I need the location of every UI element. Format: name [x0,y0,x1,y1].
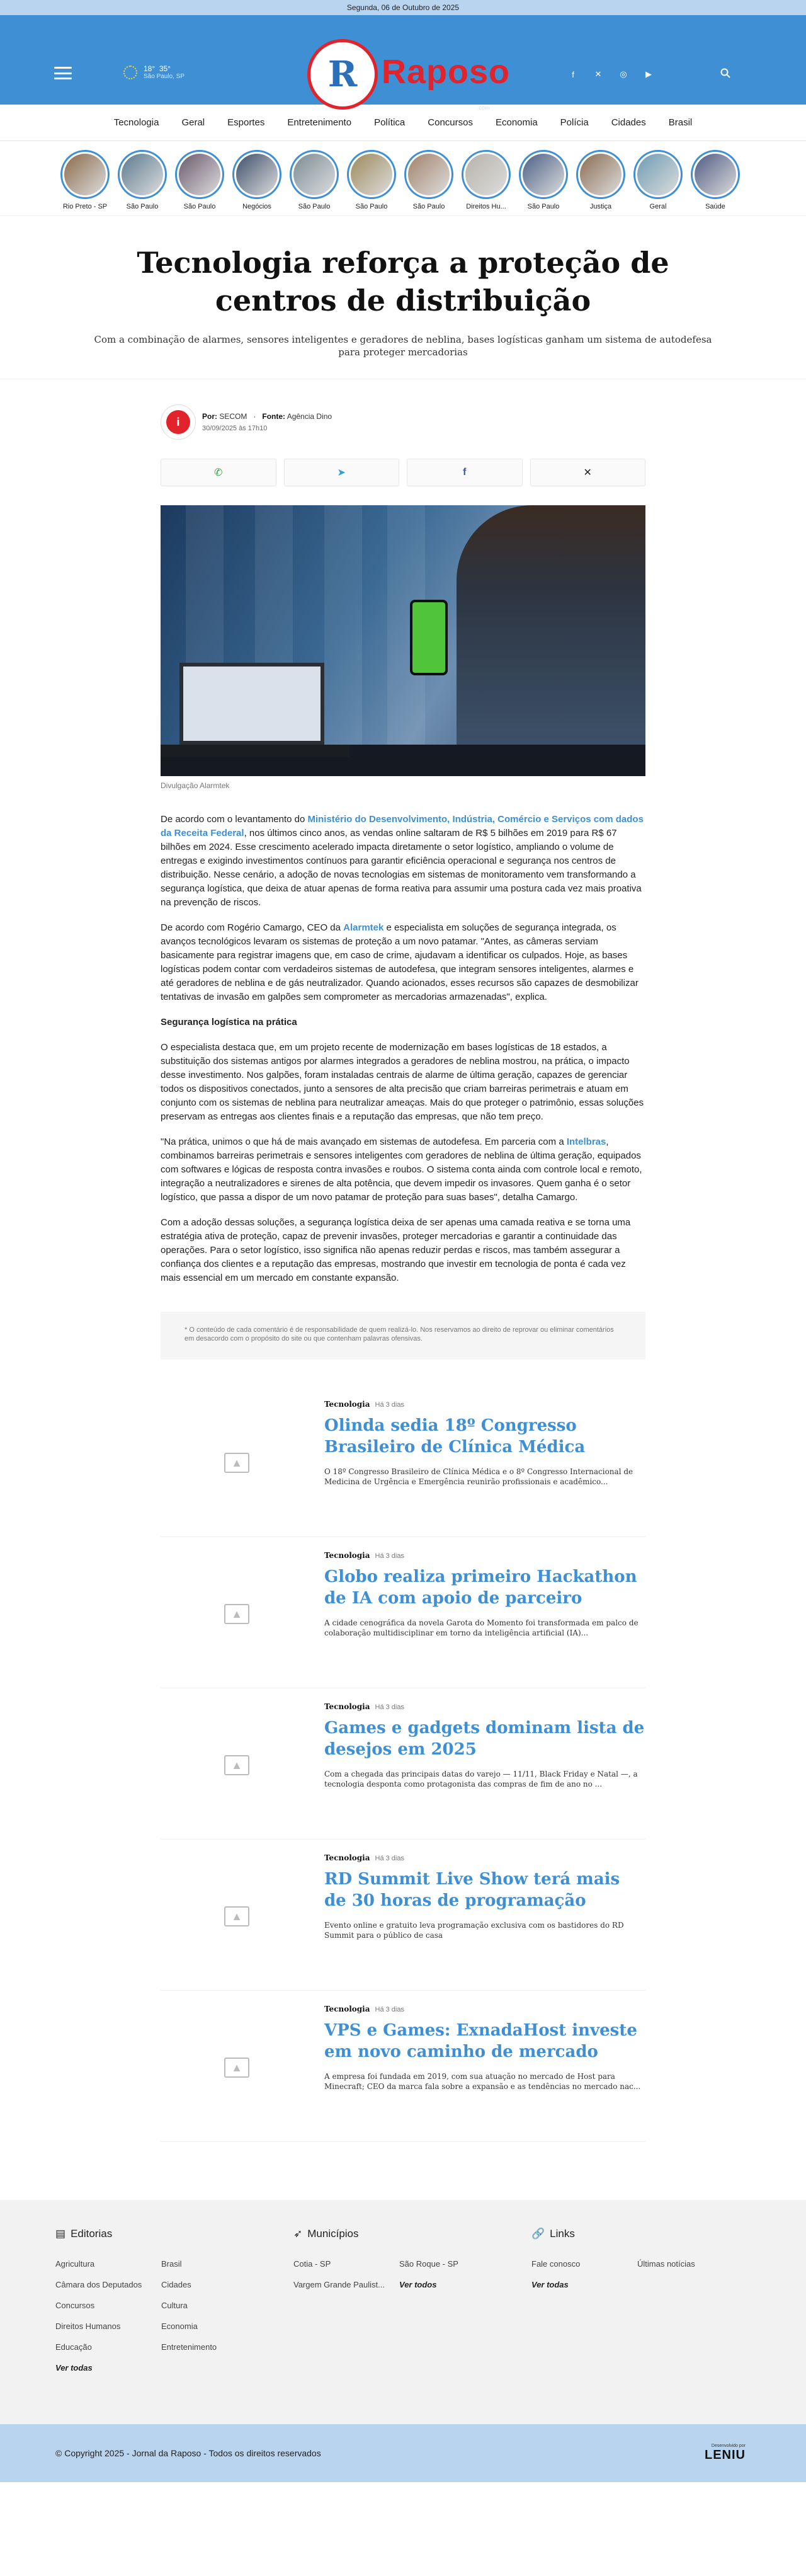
story-item[interactable] [404,150,453,210]
story-thumbnail [347,150,396,199]
current-date: Segunda, 06 de Outubro de 2025 [346,3,460,12]
search-icon[interactable] [720,68,730,81]
story-label: Geral [649,203,667,210]
story-item[interactable] [232,150,281,210]
instagram-icon[interactable]: ◎ [620,69,627,79]
article-body [161,401,645,2142]
footer-link[interactable]: Vargem Grande Paulist... [293,2280,385,2289]
logo-sub: .com [477,105,490,111]
share-telegram-button[interactable] [284,459,400,486]
related-category[interactable]: Tecnologia [324,1702,370,1711]
paragraph: O especialista destaca que, em um projeto recente de modernização em bases logísticas de 18 estados, a substituição dos sistemas antigos por alarmes integrados a geradores de neblina mostrou, na prática, o impacto desse investimento. Nos galpões, foram instaladas centrais de alarme de última geração, capazes de gerenciar todos os dispositivos conectados, junto a sensores de alta precisão que criam barreiras perimetrais e atuam em conjunto com os sistemas de neblina para neutralizar ameaças. Mais do que proteger o patrimônio, essas soluções preservam as entregas aos clientes finais e a reputação das empresas, que não tem preço. [161,1042,644,1122]
nav-item[interactable]: Concursos [428,117,473,128]
related-excerpt: A empresa foi fundada em 2019, com sua atuação no mercado de Host para Minecraft; CEO da marca fala sobre a expansão e as tendências no mercado nac... [324,2072,641,2091]
intelbras-link[interactable]: Intelbras [566,1136,606,1147]
article-text [161,813,645,1285]
image-icon: ▲ [224,1453,249,1473]
story-label: Direitos Hu... [466,203,506,210]
story-item[interactable] [60,150,110,210]
footer-link[interactable]: Cidades [161,2280,191,2289]
story-label: São Paulo [355,203,388,210]
story-label: Negócios [242,203,271,210]
story-item[interactable] [462,150,511,210]
article-subtitle: Com a combinação de alarmes, sensores inteligentes e geradores de neblina, bases logísticas ganham um sistema de autodefesa para proteger mercadorias [94,334,712,358]
related-item[interactable] [161,1840,645,1991]
footer-link[interactable]: Educação [55,2342,92,2352]
image-icon: ▲ [224,1755,249,1775]
article-hero [0,215,806,379]
story-item[interactable] [290,150,339,210]
related-title[interactable]: VPS e Games: ExnadaHost investe em novo caminho de mercado [324,2021,637,2061]
story-label: São Paulo [527,203,560,210]
footer-link[interactable]: São Roque - SP [399,2259,458,2269]
phone-icon [410,600,448,675]
article-photo [161,505,645,776]
image-icon: ▲ [224,1604,249,1624]
related-title[interactable]: Games e gadgets dominam lista de desejos em 2025 [324,1719,645,1759]
story-label: São Paulo [298,203,331,210]
related-category[interactable]: Tecnologia [324,1853,370,1862]
footer-link[interactable]: Últimas notícias [637,2259,695,2269]
nav-item[interactable]: Esportes [227,117,265,128]
site-footer [0,2200,806,2424]
story-label: Rio Preto - SP [62,203,108,210]
social-links [568,69,654,79]
alarmtek-link[interactable]: Alarmtek [343,922,384,933]
footer-link[interactable]: Direitos Humanos [55,2321,121,2331]
related-time: Há 3 dias [375,2006,404,2013]
comment-disclaimer: * O conteúdo de cada comentário é de responsabilidade de quem realizá-lo. Nos reservamos ao direito de reprovar ou eliminar comentários em desacordo com o propósito do site ou que contenham palavras ofensivas. [161,1312,645,1360]
see-all-link[interactable]: Ver todos [399,2280,437,2289]
paragraph: "Na prática, unimos o que há de mais avançado em sistemas de autodefesa. Em parceria com a Intelbras, combinamos barreiras perimetrais e sensores inteligentes com geradores de neblina de última geração, equipados com softwares e lógicas de resposta contra invasões e roubos. O sistema conta ainda com controle local e remoto, integração a neutralizadores e sirenes de alta potência, que devem impedir os invasores. Quem ganha é o setor logístico, que passa a dispor de um novo patamar de proteção para suas bases", detalha Camargo. [161,1136,642,1203]
see-all-link[interactable]: Ver todas [531,2280,569,2289]
article-datetime: 30/09/2025 às 17h10 [202,425,268,432]
story-thumbnail [576,150,625,199]
story-item[interactable] [175,150,224,210]
author-name: SECOM [219,412,247,421]
facebook-icon: f [463,467,467,478]
image-placeholder[interactable] [161,1860,313,1973]
top-date-bar [0,0,806,15]
weather-city: São Paulo, SP [144,73,185,80]
temp-high: 35° [159,64,171,73]
temp-low: 18° [144,64,156,73]
share-whatsapp-button[interactable] [161,459,276,486]
footer-link[interactable]: Cultura [161,2301,188,2310]
nav-item[interactable]: Polícia [560,117,589,128]
x-icon[interactable]: ✕ [594,69,602,79]
weather-widget[interactable] [123,64,184,80]
story-thumbnail [175,150,224,199]
whatsapp-icon: ✆ [214,467,223,478]
nav-item[interactable]: Política [374,117,406,128]
nav-item[interactable]: Tecnologia [113,117,159,128]
story-label: São Paulo [183,203,216,210]
stories-carousel [0,141,806,215]
story-item[interactable] [347,150,396,210]
copyright-bar [0,2424,806,2482]
article-title: Tecnologia reforça a proteção de centros de distribuição [137,246,669,318]
site-logo[interactable] [307,39,510,110]
footer-link[interactable]: Entretenimento [161,2342,217,2352]
story-thumbnail [404,150,453,199]
paragraph: Com a adoção dessas soluções, a segurança logística deixa de ser apenas uma camada reativa e se torna uma estratégia ativa de proteção, capaz de prevenir invasões, proteger mercadorias e garantir a continuidade das operações. Para o setor logístico, isso significa não apenas reduzir perdas e riscos, mas também assegurar a confiança dos clientes e a reputação das empresas, mostrando que investir em tecnologia de ponta é cada vez mais essencial em um mercado em constante expansão. [161,1217,631,1283]
story-label: São Paulo [412,203,445,210]
footer-link[interactable]: Economia [161,2321,198,2331]
image-placeholder[interactable] [161,1557,313,1671]
related-time: Há 3 dias [375,1401,404,1409]
related-time: Há 3 dias [375,1703,404,1711]
related-category[interactable]: Tecnologia [324,1551,370,1560]
related-item[interactable] [161,1688,645,1840]
related-title[interactable]: Olinda sedia 18º Congresso Brasileiro de Clínica Médica [324,1416,586,1457]
related-category[interactable]: Tecnologia [324,1400,370,1409]
nav-item[interactable]: Brasil [668,117,693,128]
related-excerpt: A cidade cenográfica da novela Garota do Momento foi transformada em palco de colaboração multidisciplinar em torno da inteligência artificial (IA)... [324,1618,639,1637]
story-label: São Paulo [126,203,159,210]
image-placeholder[interactable] [161,1406,313,1520]
related-excerpt: O 18º Congresso Brasileiro de Clínica Médica e o 8º Congresso Internacional de Medicina de Urgência e Emergência reunirão profissionais e acadêmico... [324,1467,633,1486]
ministry-link[interactable]: Ministério do Desenvolvimento, Indústria, Comércio e Serviços com dados da Receita Federal [161,814,644,839]
story-item[interactable] [118,150,167,210]
article-meta: i Por: SECOM · Fonte: Agência Dino 30/09/2025 às 17h10 [161,401,645,444]
link-icon: 🔗 [531,2228,545,2240]
sun-icon [123,66,137,79]
story-label: Saúde [705,203,725,210]
copyright-text: © Copyright 2025 - Jornal da Raposo - Todos os direitos reservados [55,2448,321,2458]
menu-icon[interactable] [54,67,72,79]
footer-link[interactable]: Câmara dos Deputados [55,2280,142,2289]
site-header [0,15,806,111]
see-all-link[interactable]: Ver todas [55,2363,93,2373]
photo-caption: Divulgação Alarmtek [161,781,230,790]
paragraph: De acordo com o levantamento do Ministério do Desenvolvimento, Indústria, Comércio e Serviços com dados da Receita Federal, nos últimos cinco anos, as vendas online saltaram de R$ 5 bilhões em 2019 para R$ 67 bilhões em 2024. Esse crescimento acelerado impacta diretamente o setor logístico, ampliando o volume de entregas e exigindo investimentos contínuos para garantir eficiência operacional e segurança nos centros de distribuição. Nesse cenário, a adoção de novas tecnologias em sistemas de monitoramento vem transformando a segurança logística, que deixa de atuar apenas de forma reativa para assumir uma postura cada vez mais proativa na prevenção de riscos. [161,814,644,908]
image-placeholder[interactable] [161,2011,313,2124]
footer-link[interactable]: Fale conosco [531,2259,581,2269]
image-icon: ▲ [224,2058,249,2078]
share-facebook-button[interactable] [407,459,523,486]
developer-logo[interactable]: Desenvolvido por LENIU [705,2444,746,2462]
story-thumbnail [519,150,568,199]
image-placeholder[interactable] [161,1709,313,1822]
telegram-icon: ➤ [337,467,346,478]
nav-item[interactable]: Cidades [611,117,646,128]
related-time: Há 3 dias [375,1855,404,1862]
newspaper-icon: ▤ [55,2228,66,2240]
author-logo-icon: i [166,410,190,434]
paragraph: De acordo com Rogério Camargo, CEO da Alarmtek e especialista em soluções de segurança integrada, os avanços tecnológicos levaram os sistemas de proteção a um novo patamar. "Antes, as câmeras serviam basicamente para registrar imagens que, em caso de crime, ajudavam a identificar os culpados. Hoje, as bases logísticas podem contar com verdadeiros sistemas de autodefesa, que integram sensores inteligentes, alarmes e até geradores de neblina e de gás neutralizador. Quando acionados, esses recursos são capazes de desmobilizar tentativas de invasão em galpões sem comprometer as mercadorias armazenadas", explica. [161,922,639,1002]
story-thumbnail [462,150,511,199]
image-icon: ▲ [224,1906,249,1926]
story-item[interactable] [519,150,568,210]
share-buttons [161,459,645,486]
story-thumbnail [290,150,339,199]
related-item[interactable] [161,1991,645,2142]
logo-emblem: R [307,39,378,110]
story-thumbnail [232,150,281,199]
share-x-button[interactable] [530,459,646,486]
author-avatar [161,404,196,440]
story-thumbnail [60,150,110,199]
footer-links: 🔗 Links Fale conosco Últimas notícias Ver todas [531,2228,743,2289]
related-category[interactable]: Tecnologia [324,2005,370,2013]
footer-link[interactable]: Agricultura [55,2259,95,2269]
related-item[interactable] [161,1386,645,1537]
footer-link[interactable]: Concursos [55,2301,95,2310]
related-item[interactable] [161,1537,645,1688]
story-item[interactable] [576,150,625,210]
related-title[interactable]: RD Summit Live Show terá mais de 30 horas de programação [324,1870,620,1910]
nav-item[interactable]: Geral [181,117,205,128]
footer-editorias: ▤ Editorias Agricultura Brasil Câmara dos Deputados Cidades Concursos Cultura Direitos Humanos Economia Educação Entretenimento Ver todas [55,2228,267,2373]
location-arrow-icon: ➶ [293,2228,303,2240]
footer-municipios: ➶ Municípios Cotia - SP São Roque - SP Vargem Grande Paulist... Ver todos [293,2228,505,2289]
story-label: Justiça [589,203,612,210]
story-item[interactable] [633,150,683,210]
x-icon: ✕ [583,467,592,478]
related-time: Há 3 dias [375,1552,404,1560]
article-source: Agência Dino [287,412,332,421]
nav-item[interactable]: Entretenimento [287,117,352,128]
facebook-icon[interactable]: f [572,69,574,79]
main-nav [0,105,806,141]
footer-link[interactable]: Cotia - SP [293,2259,331,2269]
nav-item[interactable]: Economia [495,117,538,128]
youtube-icon[interactable]: ▶ [645,69,652,79]
related-excerpt: Com a chegada das principais datas do varejo — 11/11, Black Friday e Natal —, a tecnologia desponta como protagonista das compras de fim de ano no ... [324,1770,638,1789]
story-thumbnail [118,150,167,199]
related-news [161,1386,645,2142]
related-excerpt: Evento online e gratuito leva programação exclusiva com os bastidores do RD Summit para o público de casa [324,1921,624,1940]
section-heading: Segurança logística na prática [161,1017,297,1028]
story-thumbnail [633,150,683,199]
logo-name: Raposo [382,53,511,91]
related-title[interactable]: Globo realiza primeiro Hackathon de IA com apoio de parceiro [324,1567,637,1608]
story-item[interactable] [691,150,740,210]
footer-link[interactable]: Brasil [161,2259,182,2269]
story-thumbnail [691,150,740,199]
